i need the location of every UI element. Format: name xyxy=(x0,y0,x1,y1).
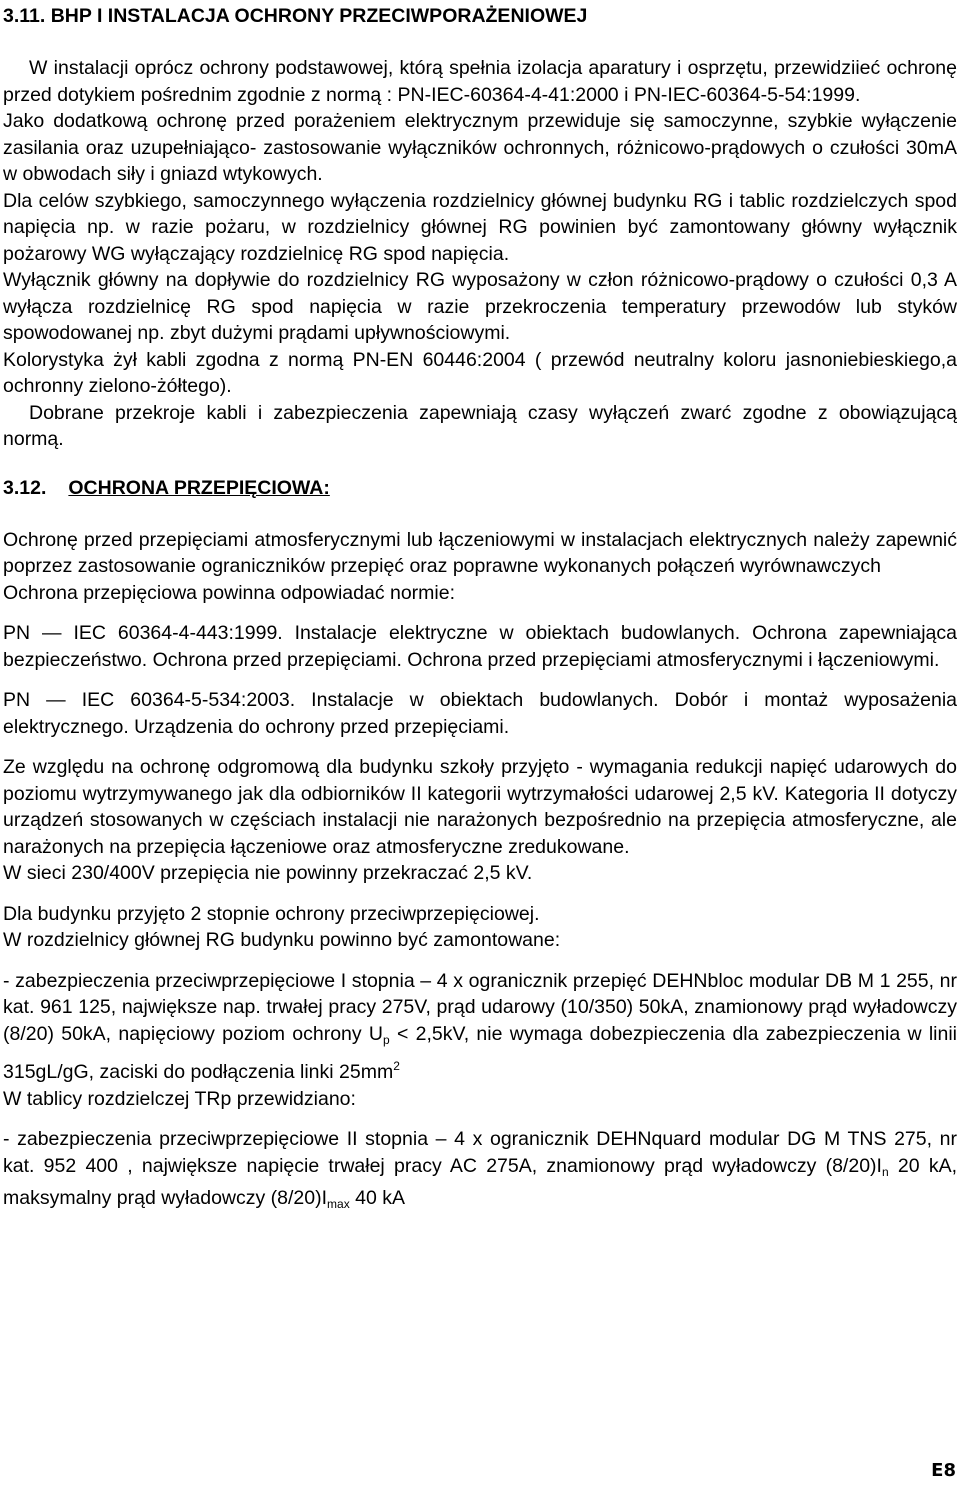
section-312-number: 3.12. xyxy=(3,476,47,499)
stage-1-text-b: < 2,5kV, nie wymaga dobezpieczenia dla zabezpieczenia w linii 315gL/gG, zaciski do podłączenia linki 25mm xyxy=(3,1022,957,1083)
paragraph-grounding: Ze względu na ochronę odgromową dla budynku szkoły przyjęto - wymagania redukcji napięć udarowych do poziomu wytrzymywanego jak dla odbiorników II kategorii wytrzymałości udarowej 2,5 kV. Kategoria II dotyczy urządzeń stosowanych w częściach instalacji nie narażonych bezpośrednio na przepięcia atmosferyczne, ale narażonych na przepięcia łączeniowe oraz atmosferyczne zredukowane. xyxy=(3,756,957,858)
stage-2-subscript-max: max xyxy=(327,1197,350,1211)
paragraph-stages: Dla budynku przyjęto 2 stopnie ochrony przeciwprzepięciowej. xyxy=(3,902,540,925)
paragraph-norm-lead: Ochrona przepięciowa powinna odpowiadać normie: xyxy=(3,581,456,604)
paragraph-trp-lead: W tablicy rozdzielczej TRp przewidziano: xyxy=(3,1087,356,1110)
stage-2-text-a: - zabezpieczenia przeciwprzepięciowe II stopnia – 4 x ogranicznik DEHNquard modular DG M TNS 275, nr kat. 952 400 , największe napięcie trwałej pracy AC 275A, znamionowy prąd wyładowczy (8/20)I xyxy=(3,1128,957,1177)
paragraph-additional-protection: Jako dodatkową ochronę przed porażeniem elektrycznym przewiduje się samoczynne, szybkie wyłączenie zasilania oraz uzupełniająco- zastosowanie wyłączników ochronnych, różnicowo-prądowych o czułości 30mA w obwodach siły i gniazd wtykowych. xyxy=(3,110,957,185)
paragraph-norm-1: PN — IEC 60364-4-443:1999. Instalacje elektryczne w obiektach budowlanych. Ochrona zapewniająca bezpieczeństwo. Ochrona przed przepięciami. Ochrona przed przepięciami atmosferycznymi i łączeniowymi. xyxy=(3,622,957,671)
paragraph-norm-2: PN — IEC 60364-5-534:2003. Instalacje w obiektach budowlanych. Dobór i montaż wyposażenia elektrycznego. Urządzenia do ochrony przed przepięciami. xyxy=(3,689,957,738)
document-page xyxy=(3,3,957,1218)
paragraph-cable-sections: Dobrane przekroje kabli i zabezpieczenia zapewniają czasy wyłączeń zwarć zgodne z obowiązującą normą. xyxy=(3,401,957,450)
stage-2-subscript-n: n xyxy=(881,1164,889,1179)
stage-2-text-c: 40 kA xyxy=(349,1187,405,1209)
section-312-heading xyxy=(3,475,957,501)
paragraph-network: W sieci 230/400V przepięcia nie powinny przekraczać 2,5 kV. xyxy=(3,862,533,884)
section-311-title: 3.11. BHP I INSTALACJA OCHRONY PRZECIWPORAŻENIOWEJ xyxy=(3,5,588,27)
stage-2-text-b: 20 kA, maksymalny prąd wyładowczy (8/20)I xyxy=(3,1154,957,1209)
paragraph-cable-colors: Kolorystyka żył kabli zgodna z normą PN-EN 60446:2004 ( przewód neutralny koloru jasnoniebieskiego,a ochronny zielono-żółtego). xyxy=(3,348,957,397)
section-312-title: OCHRONA PRZEPIĘCIOWA: xyxy=(68,476,330,499)
paragraph-rg-lead: W rozdzielnicy głównej RG budynku powinno być zamontowane: xyxy=(3,929,561,951)
paragraph-surge-intro: Ochronę przed przepięciami atmosferycznymi lub łączeniowymi w instalacjach elektrycznych należy zapewnić poprzez zastosowanie ograniczników przepięć oraz poprawne wykonanych połączeń wyrównawczych xyxy=(3,528,957,577)
paragraph-main-switch: Wyłącznik główny na dopływie do rozdzielnicy RG wyposażony w człon różnicowo-prądowy o czułości 0,3 A wyłącza rozdzielnicę RG spod napięcia w razie przekroczenia temperatury przewodów lub styków spowodowanej np. zbyt dużymi prądami upływnościowymi. xyxy=(3,269,957,344)
paragraph-stage-2 xyxy=(3,1126,957,1218)
paragraph-stage-1 xyxy=(3,968,957,1086)
stage-1-subscript: p xyxy=(383,1032,390,1047)
paragraph-fire-switch: Dla celów szybkiego, samoczynnego wyłączenia rozdzielnicy głównej budynku RG i tablic rozdzielczych spod napięcia np. w razie pożaru, w rozdzielnicy głównej RG powinien być zamontowany główny wyłącznik pożarowy WG wyłączający rozdzielnicę RG spod napięcia. xyxy=(3,189,957,265)
stage-1-text-a: - zabezpieczenia przeciwprzepięciowe I stopnia – 4 x ogranicznik przepięć DEHNbloc modular DB M 1 255, nr kat. 961 125, największe nap. trwałej pracy 275V, prąd udarowy (10/350) 50kA, znamionowy prąd wyładowczy (8/20) 50kA, napięciowy poziom ochrony U xyxy=(3,969,957,1045)
page-number: E8 xyxy=(931,1460,956,1481)
stage-1-superscript: 2 xyxy=(393,1059,400,1073)
paragraph-basic-protection: W instalacji oprócz ochrony podstawowej, którą spełnia izolacja aparatury i osprzętu, przewidziieć ochronę przed dotykiem pośrednim zgodnie z normą : PN-IEC-60364-4-41:2000 i PN-IEC-60364-5-54:1999. xyxy=(3,57,957,106)
